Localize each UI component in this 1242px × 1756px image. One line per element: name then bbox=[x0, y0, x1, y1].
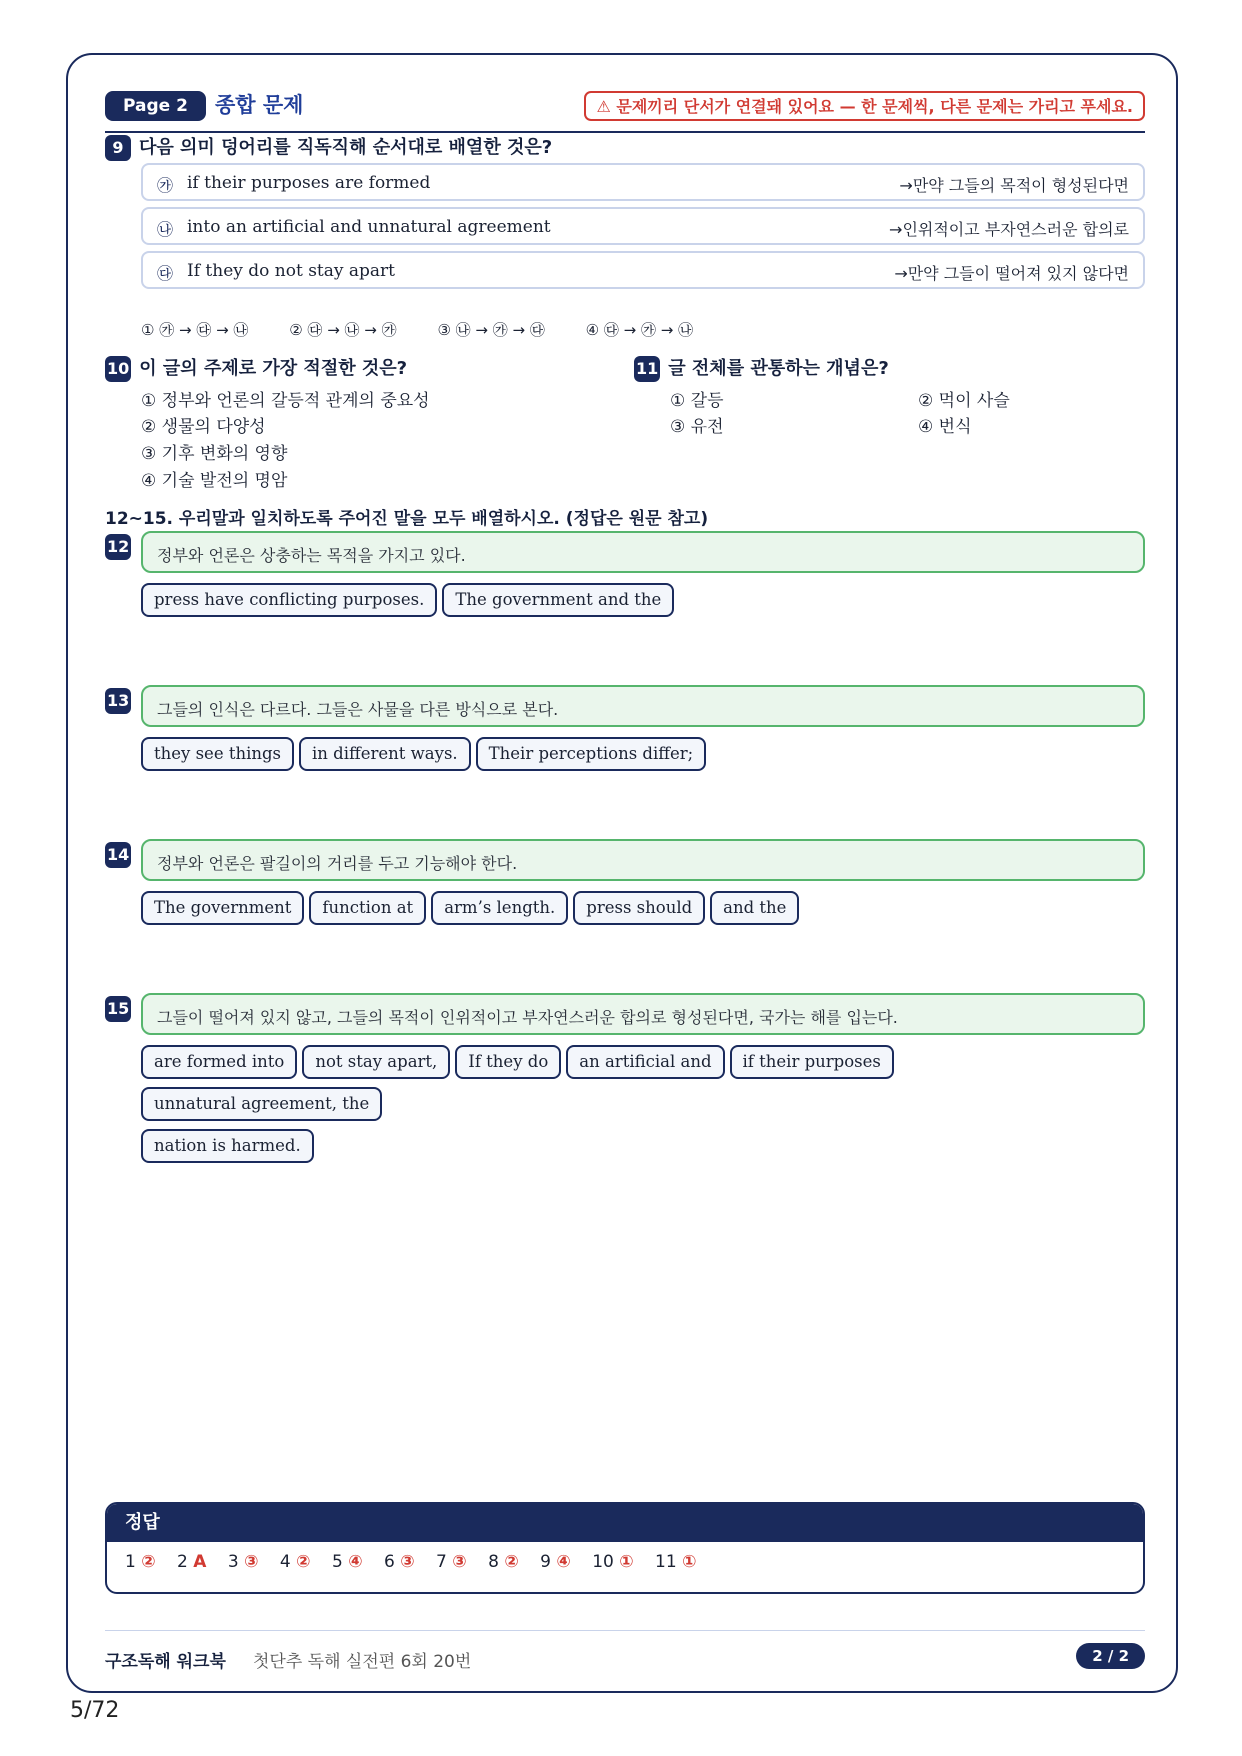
word-bank bbox=[141, 737, 1141, 779]
chunk-marker: ㉰ bbox=[157, 264, 174, 283]
question-10 bbox=[105, 354, 407, 382]
word-chip[interactable]: function at bbox=[309, 891, 426, 925]
option-2[interactable]: ② ㉰ → ㉯ → ㉮ bbox=[289, 321, 397, 339]
footer-brand: 구조독해 워크북 bbox=[105, 1652, 226, 1672]
answer-item: 7 ③ bbox=[436, 1552, 467, 1572]
korean-sentence-box bbox=[141, 531, 1145, 573]
answer-item: 10 ① bbox=[592, 1552, 634, 1572]
question-number-badge: 10 bbox=[105, 356, 131, 382]
option-1[interactable]: ① ㉮ → ㉰ → ㉯ bbox=[141, 321, 249, 339]
word-chip[interactable]: in different ways. bbox=[299, 737, 471, 771]
page-badge: Page 2 bbox=[105, 91, 206, 121]
answer-item: 1 ② bbox=[125, 1552, 156, 1572]
question-11 bbox=[634, 354, 889, 382]
word-chip[interactable]: The government and the bbox=[442, 583, 674, 617]
korean-sentence: 그들의 인식은 다르다. 그들은 사물을 다른 방식으로 본다. bbox=[157, 700, 559, 719]
korean-sentence-box bbox=[141, 993, 1145, 1035]
word-chip[interactable]: press should bbox=[573, 891, 705, 925]
option-3[interactable]: ③ 기후 변화의 영향 bbox=[141, 444, 288, 464]
question-9-options bbox=[141, 319, 729, 340]
question-text: 글 전체를 관통하는 개념은? bbox=[668, 358, 889, 379]
option-3[interactable]: ③ 유전 bbox=[670, 417, 724, 437]
word-chip[interactable]: and the bbox=[710, 891, 799, 925]
word-chip[interactable]: they see things bbox=[141, 737, 294, 771]
answer-item: 8 ② bbox=[488, 1552, 519, 1572]
option-2[interactable]: ② 생물의 다양성 bbox=[141, 417, 266, 437]
page-header bbox=[105, 91, 1145, 133]
answer-list bbox=[107, 1542, 1143, 1572]
answer-item: 6 ③ bbox=[384, 1552, 415, 1572]
warning-banner: ⚠ 문제끼리 단서가 연결돼 있어요 — 한 문제씩, 다른 문제는 가리고 푸세요. bbox=[584, 91, 1145, 121]
option-4[interactable]: ④ 기술 발전의 명암 bbox=[141, 471, 288, 491]
chunk-english: If they do not stay apart bbox=[187, 261, 396, 281]
answer-item: 4 ② bbox=[279, 1552, 311, 1572]
word-chip[interactable]: not stay apart, bbox=[302, 1045, 450, 1079]
question-number-badge: 11 bbox=[634, 356, 660, 382]
korean-sentence: 정부와 언론은 팔길이의 거리를 두고 기능해야 한다. bbox=[157, 854, 518, 873]
chunk-row bbox=[141, 207, 1145, 245]
option-4[interactable]: ④ ㉰ → ㉮ → ㉯ bbox=[585, 321, 694, 339]
korean-sentence-box bbox=[141, 685, 1145, 727]
word-chip[interactable]: arm’s length. bbox=[431, 891, 568, 925]
question-number-badge: 13 bbox=[105, 688, 131, 714]
section-title: 12~15. 우리말과 일치하도록 주어진 말을 모두 배열하시오. (정답은 원문 참고) bbox=[105, 509, 709, 529]
chunk-row bbox=[141, 251, 1145, 289]
word-chip[interactable]: The government bbox=[141, 891, 304, 925]
footer-page-badge: 2 / 2 bbox=[1076, 1643, 1145, 1669]
worksheet-page bbox=[66, 53, 1178, 1693]
chunk-korean: →만약 그들이 떨어져 있지 않다면 bbox=[894, 264, 1129, 283]
answer-key-title: 정답 bbox=[107, 1504, 1143, 1542]
question-text: 다음 의미 덩어리를 직독직해 순서대로 배열한 것은? bbox=[139, 137, 553, 158]
answer-key bbox=[105, 1502, 1145, 1594]
word-bank bbox=[141, 1045, 1141, 1171]
answer-item: 9 ④ bbox=[540, 1552, 571, 1572]
chunk-marker: ㉮ bbox=[157, 176, 174, 195]
viewer-page-indicator: 5/72 bbox=[70, 1698, 120, 1723]
option-1[interactable]: ① 정부와 언론의 갈등적 관계의 중요성 bbox=[141, 391, 430, 411]
answer-item: 5 ④ bbox=[331, 1552, 363, 1572]
chunk-row bbox=[141, 163, 1145, 201]
answer-item: 11 ① bbox=[655, 1552, 697, 1572]
option-1[interactable]: ① 갈등 bbox=[670, 391, 724, 411]
question-text: 이 글의 주제로 가장 적절한 것은? bbox=[139, 358, 408, 379]
question-number-badge: 12 bbox=[105, 534, 131, 560]
footer-source: 첫단추 독해 실전편 6회 20번 bbox=[253, 1652, 472, 1672]
page-footer bbox=[105, 1630, 1145, 1672]
word-bank bbox=[141, 583, 1141, 625]
option-2[interactable]: ② 먹이 사슬 bbox=[918, 391, 1010, 411]
answer-item: 3 ③ bbox=[227, 1552, 259, 1572]
option-3[interactable]: ③ ㉯ → ㉮ → ㉰ bbox=[437, 321, 545, 339]
chunk-english: into an artificial and unnatural agreement bbox=[187, 217, 551, 237]
question-number-badge: 15 bbox=[105, 996, 131, 1022]
page-title: 종합 문제 bbox=[215, 93, 304, 117]
word-chip[interactable]: are formed into bbox=[141, 1045, 297, 1079]
question-number-badge: 9 bbox=[105, 135, 131, 161]
word-chip[interactable]: an artificial and bbox=[566, 1045, 724, 1079]
word-bank bbox=[141, 891, 1141, 933]
chunk-marker: ㉯ bbox=[157, 220, 174, 239]
answer-item: 2 A bbox=[177, 1552, 207, 1572]
chunk-korean: →인위적이고 부자연스러운 합의로 bbox=[889, 220, 1129, 239]
question-number-badge: 14 bbox=[105, 842, 131, 868]
korean-sentence: 그들이 떨어져 있지 않고, 그들의 목적이 인위적이고 부자연스러운 합의로 형성된다면, 국가는 해를 입는다. bbox=[157, 1008, 898, 1027]
word-chip[interactable]: Their perceptions differ; bbox=[476, 737, 707, 771]
korean-sentence: 정부와 언론은 상충하는 목적을 가지고 있다. bbox=[157, 546, 466, 565]
word-chip[interactable]: If they do bbox=[455, 1045, 561, 1079]
chunk-english: if their purposes are formed bbox=[187, 173, 431, 193]
korean-sentence-box bbox=[141, 839, 1145, 881]
word-chip[interactable]: if their purposes bbox=[730, 1045, 894, 1079]
word-chip[interactable]: nation is harmed. bbox=[141, 1129, 314, 1163]
chunk-korean: →만약 그들의 목적이 형성된다면 bbox=[899, 176, 1129, 195]
word-chip[interactable]: unnatural agreement, the bbox=[141, 1087, 382, 1121]
word-chip[interactable]: press have conflicting purposes. bbox=[141, 583, 437, 617]
option-4[interactable]: ④ 번식 bbox=[918, 417, 972, 437]
question-9 bbox=[105, 133, 552, 161]
